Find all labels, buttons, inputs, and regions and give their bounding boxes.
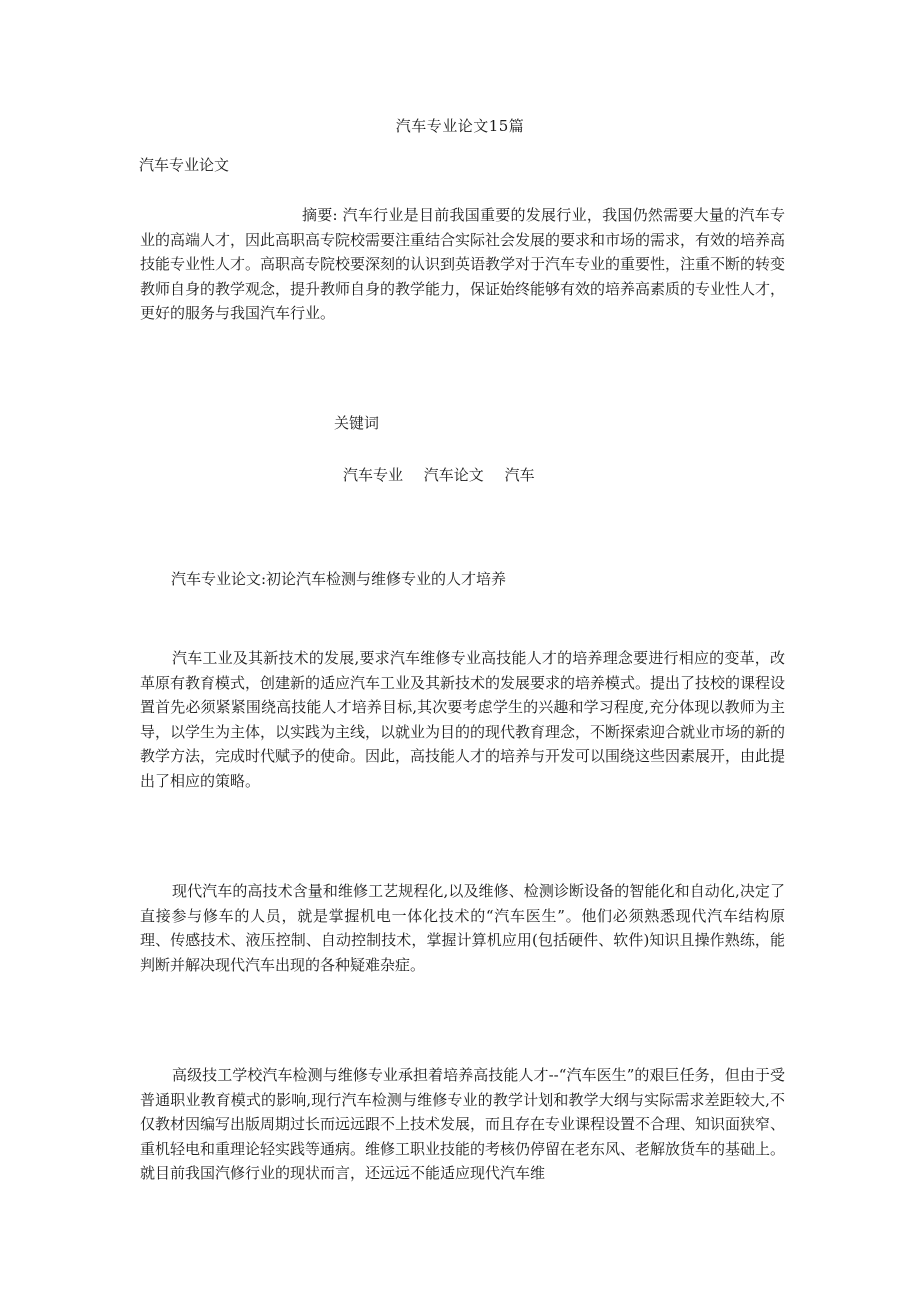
abstract-label: 摘要:: [302, 206, 338, 224]
keywords-label: 关键词: [334, 414, 380, 432]
abstract-paragraph: [140, 203, 785, 326]
article-title: 汽车专业论文:初论汽车检测与维修专业的人才培养: [171, 570, 507, 588]
body-paragraph: 汽车工业及其新技术的发展,要求汽车维修专业高技能人才的培养理念要进行相应的变革，改革原有教育模式，创建新的适应汽车工业及其新技术的发展要求的培养模式。提出了技校的课程设置首先必须紧紧围绕高技能人才培养目标,其次要考虑学生的兴趣和学习程度,充分体现以教师为主导，以学生为主体，以实践为主线，以就业为目的的现代教育理念，不断探索迎合就业市场的新的教学方法，完成时代赋予的使命。因此，高技能人才的培养与开发可以围绕这些因素展开，由此提出了相应的策略。: [140, 649, 786, 790]
section-label: 汽车专业论文: [139, 156, 230, 174]
keyword-item: 汽车: [504, 466, 535, 484]
abstract-text: 汽车行业是目前我国重要的发展行业，我国仍然需要大量的汽车专业的高端人才，因此高职高专院校需要注重结合实际社会发展的要求和市场的需求，有效的培养高技能专业性人才。高职高专院校要深刻的认识到英语教学对于汽车专业的重要性，注重不断的转变教师自身的教学观念，提升教师自身的教学能力，保证始终能够有效的培养高素质的专业性人才，更好的服务与我国汽车行业。: [140, 206, 786, 322]
body-paragraph: 现代汽车的高技术含量和维修工艺规程化,以及维修、检测诊断设备的智能化和自动化,决定了直接参与修车的人员，就是掌握机电一体化技术的“汽车医生”。他们必须熟悉现代汽车结构原理、传感技术、液压控制、自动控制技术，掌握计算机应用(包括硬件、软件)知识且操作熟练，能判断并解决现代汽车出现的各种疑难杂症。: [140, 882, 785, 974]
document-title: 汽车专业论文15篇: [395, 117, 525, 135]
keywords-list: [343, 464, 551, 485]
keyword-item: 汽车论文: [423, 466, 484, 484]
body-paragraph: 高级技工学校汽车检测与维修专业承担着培养高技能人才--“汽车医生”的艰巨任务，但由于受普通职业教育模式的影响,现行汽车检测与维修专业的教学计划和教学大纲与实际需求差距较大,不仅教材因编写出版周期过长而远远跟不上技术发展，而且存在专业课程设置不合理、知识面狭窄、重机轻电和重理论轻实践等通病。维修工职业技能的考核仍停留在老东风、老解放货车的基础上。就目前我国汽修行业的现状而言，还远远不能适应现代汽车维: [140, 1066, 786, 1182]
keyword-item: 汽车专业: [343, 466, 404, 484]
